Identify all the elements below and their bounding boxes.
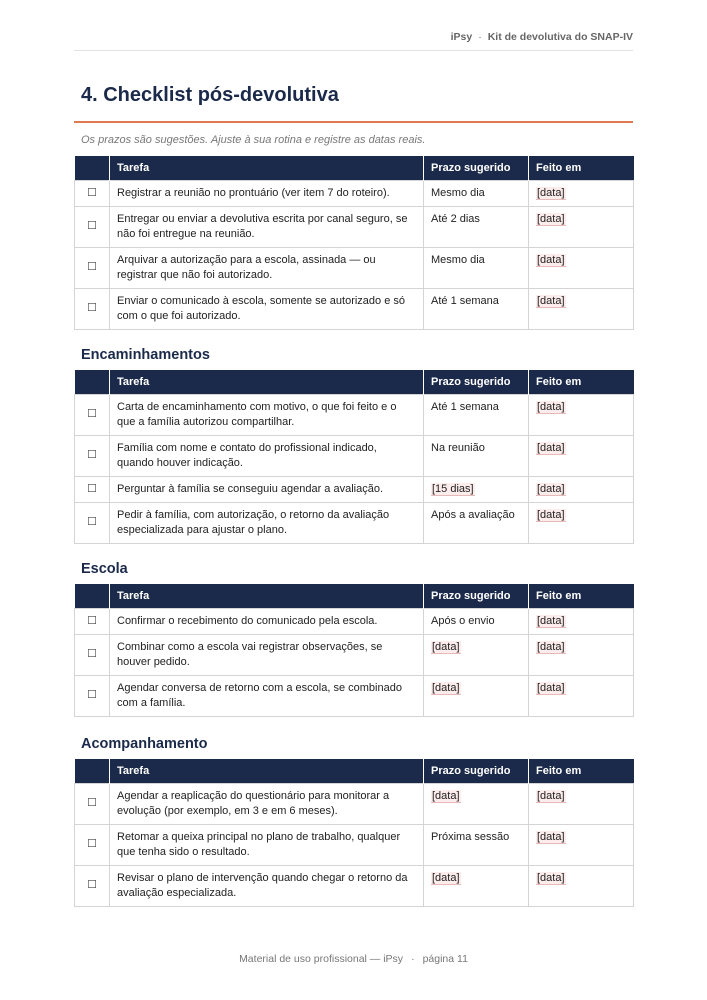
checklist-table-pos-devolutiva bbox=[74, 156, 634, 330]
done-date-cell bbox=[529, 247, 634, 288]
done-date-placeholder: [data] bbox=[537, 508, 565, 521]
deadline-cell bbox=[424, 865, 529, 906]
checkbox[interactable]: ☐ bbox=[75, 288, 110, 329]
task-text: Família com nome e contato do profissional indicado, quando houver indicação. bbox=[110, 435, 424, 476]
col-header-checkbox bbox=[75, 759, 110, 783]
col-header-task: Tarefa bbox=[110, 759, 424, 783]
deadline-placeholder: [data] bbox=[432, 789, 460, 802]
header-doc-title: Kit de devolutiva do SNAP-IV bbox=[487, 31, 633, 43]
done-date-placeholder: [data] bbox=[537, 640, 565, 653]
checklist-row bbox=[75, 608, 634, 634]
page-title: 4. Checklist pós-devolutiva bbox=[81, 84, 339, 106]
done-date-placeholder: [data] bbox=[537, 789, 565, 802]
deadline-placeholder: [data] bbox=[432, 640, 460, 653]
page-number: página 11 bbox=[422, 953, 468, 965]
task-text: Registrar a reunião no prontuário (ver item 7 do roteiro). bbox=[110, 180, 424, 206]
deadline-placeholder: [data] bbox=[432, 681, 460, 694]
done-date-cell bbox=[529, 865, 634, 906]
checklist-row bbox=[75, 783, 634, 824]
checklist-row bbox=[75, 206, 634, 247]
checkbox[interactable]: ☐ bbox=[75, 675, 110, 716]
done-date-cell bbox=[529, 476, 634, 502]
deadline-cell: Após o envio bbox=[424, 608, 529, 634]
done-date-cell bbox=[529, 675, 634, 716]
done-date-cell bbox=[529, 180, 634, 206]
checkbox[interactable]: ☐ bbox=[75, 608, 110, 634]
done-date-placeholder: [data] bbox=[537, 614, 565, 627]
deadline-cell: Próxima sessão bbox=[424, 824, 529, 865]
col-header-done: Feito em bbox=[529, 370, 634, 394]
checklist-row bbox=[75, 824, 634, 865]
col-header-deadline: Prazo sugerido bbox=[424, 584, 529, 608]
deadline-cell: Até 1 semana bbox=[424, 288, 529, 329]
done-date-cell bbox=[529, 634, 634, 675]
col-header-task: Tarefa bbox=[110, 370, 424, 394]
checklist-row bbox=[75, 675, 634, 716]
col-header-checkbox bbox=[75, 584, 110, 608]
done-date-placeholder: [data] bbox=[537, 186, 565, 199]
deadline-cell bbox=[424, 634, 529, 675]
deadline-cell: Até 2 dias bbox=[424, 206, 529, 247]
deadline-cell: Até 1 semana bbox=[424, 394, 529, 435]
footer-text: Material de uso profissional — iPsy bbox=[239, 953, 404, 965]
done-date-cell bbox=[529, 608, 634, 634]
task-text: Carta de encaminhamento com motivo, o que foi feito e o que a família autorizou compartilhar. bbox=[110, 394, 424, 435]
deadline-cell bbox=[424, 783, 529, 824]
deadline-cell: Na reunião bbox=[424, 435, 529, 476]
done-date-cell bbox=[529, 394, 634, 435]
deadline-placeholder: [15 dias] bbox=[432, 482, 474, 495]
header-brand: iPsy bbox=[450, 31, 473, 43]
header-separator: · bbox=[478, 31, 482, 43]
col-header-deadline: Prazo sugerido bbox=[424, 370, 529, 394]
deadline-cell bbox=[424, 675, 529, 716]
checkbox[interactable]: ☐ bbox=[75, 206, 110, 247]
col-header-checkbox bbox=[75, 156, 110, 180]
task-text: Entregar ou enviar a devolutiva escrita por canal seguro, se não foi entregue na reunião. bbox=[110, 206, 424, 247]
section-title-acompanhamento: Acompanhamento bbox=[81, 736, 208, 752]
task-text: Pedir à família, com autorização, o retorno da avaliação especializada para ajustar o plano. bbox=[110, 502, 424, 543]
done-date-placeholder: [data] bbox=[537, 681, 565, 694]
checklist-row bbox=[75, 634, 634, 675]
done-date-cell bbox=[529, 824, 634, 865]
done-date-placeholder: [data] bbox=[537, 400, 565, 413]
col-header-done: Feito em bbox=[529, 156, 634, 180]
checkbox[interactable]: ☐ bbox=[75, 502, 110, 543]
task-text: Combinar como a escola vai registrar observações, se houver pedido. bbox=[110, 634, 424, 675]
task-text: Enviar o comunicado à escola, somente se autorizado e só com o que foi autorizado. bbox=[110, 288, 424, 329]
checklist-row bbox=[75, 180, 634, 206]
checklist-table-acompanhamento bbox=[74, 759, 634, 907]
checkbox[interactable]: ☐ bbox=[75, 865, 110, 906]
done-date-cell bbox=[529, 502, 634, 543]
col-header-deadline: Prazo sugerido bbox=[424, 156, 529, 180]
checkbox[interactable]: ☐ bbox=[75, 247, 110, 288]
deadline-placeholder: [data] bbox=[432, 871, 460, 884]
task-text: Arquivar a autorização para a escola, assinada — ou registrar que não foi autorizado. bbox=[110, 247, 424, 288]
task-text: Agendar a reaplicação do questionário para monitorar a evolução (por exemplo, em 3 e em 6 meses). bbox=[110, 783, 424, 824]
section-title-encaminhamentos: Encaminhamentos bbox=[81, 347, 210, 363]
checklist-row bbox=[75, 865, 634, 906]
col-header-checkbox bbox=[75, 370, 110, 394]
footer-separator: · bbox=[411, 953, 415, 965]
page-footer bbox=[0, 953, 707, 965]
col-header-task: Tarefa bbox=[110, 156, 424, 180]
task-text: Agendar conversa de retorno com a escola, se combinado com a família. bbox=[110, 675, 424, 716]
checklist-table-encaminhamentos bbox=[74, 370, 634, 544]
col-header-done: Feito em bbox=[529, 759, 634, 783]
done-date-cell bbox=[529, 288, 634, 329]
page-header bbox=[74, 31, 633, 51]
checkbox[interactable]: ☐ bbox=[75, 394, 110, 435]
done-date-placeholder: [data] bbox=[537, 871, 565, 884]
task-text: Retomar a queixa principal no plano de trabalho, qualquer que tenha sido o resultado. bbox=[110, 824, 424, 865]
task-text: Confirmar o recebimento do comunicado pela escola. bbox=[110, 608, 424, 634]
deadline-note: Os prazos são sugestões. Ajuste à sua rotina e registre as datas reais. bbox=[81, 134, 426, 146]
title-divider bbox=[74, 121, 633, 123]
checkbox[interactable]: ☐ bbox=[75, 634, 110, 675]
col-header-deadline: Prazo sugerido bbox=[424, 759, 529, 783]
done-date-cell bbox=[529, 435, 634, 476]
checkbox[interactable]: ☐ bbox=[75, 824, 110, 865]
done-date-placeholder: [data] bbox=[537, 294, 565, 307]
checkbox[interactable]: ☐ bbox=[75, 476, 110, 502]
section-title-escola: Escola bbox=[81, 561, 128, 577]
checklist-row bbox=[75, 502, 634, 543]
task-text: Perguntar à família se conseguiu agendar a avaliação. bbox=[110, 476, 424, 502]
checklist-row bbox=[75, 247, 634, 288]
done-date-cell bbox=[529, 206, 634, 247]
deadline-cell: Mesmo dia bbox=[424, 247, 529, 288]
col-header-task: Tarefa bbox=[110, 584, 424, 608]
done-date-placeholder: [data] bbox=[537, 441, 565, 454]
done-date-placeholder: [data] bbox=[537, 253, 565, 266]
done-date-placeholder: [data] bbox=[537, 212, 565, 225]
deadline-cell bbox=[424, 476, 529, 502]
checklist-row bbox=[75, 394, 634, 435]
done-date-cell bbox=[529, 783, 634, 824]
checklist-row bbox=[75, 476, 634, 502]
deadline-cell: Após a avaliação bbox=[424, 502, 529, 543]
col-header-done: Feito em bbox=[529, 584, 634, 608]
checkbox[interactable]: ☐ bbox=[75, 435, 110, 476]
checklist-table-escola bbox=[74, 584, 634, 717]
done-date-placeholder: [data] bbox=[537, 830, 565, 843]
checkbox[interactable]: ☐ bbox=[75, 783, 110, 824]
deadline-cell: Mesmo dia bbox=[424, 180, 529, 206]
checklist-row bbox=[75, 288, 634, 329]
checklist-row bbox=[75, 435, 634, 476]
task-text: Revisar o plano de intervenção quando chegar o retorno da avaliação especializada. bbox=[110, 865, 424, 906]
done-date-placeholder: [data] bbox=[537, 482, 565, 495]
checkbox[interactable]: ☐ bbox=[75, 180, 110, 206]
